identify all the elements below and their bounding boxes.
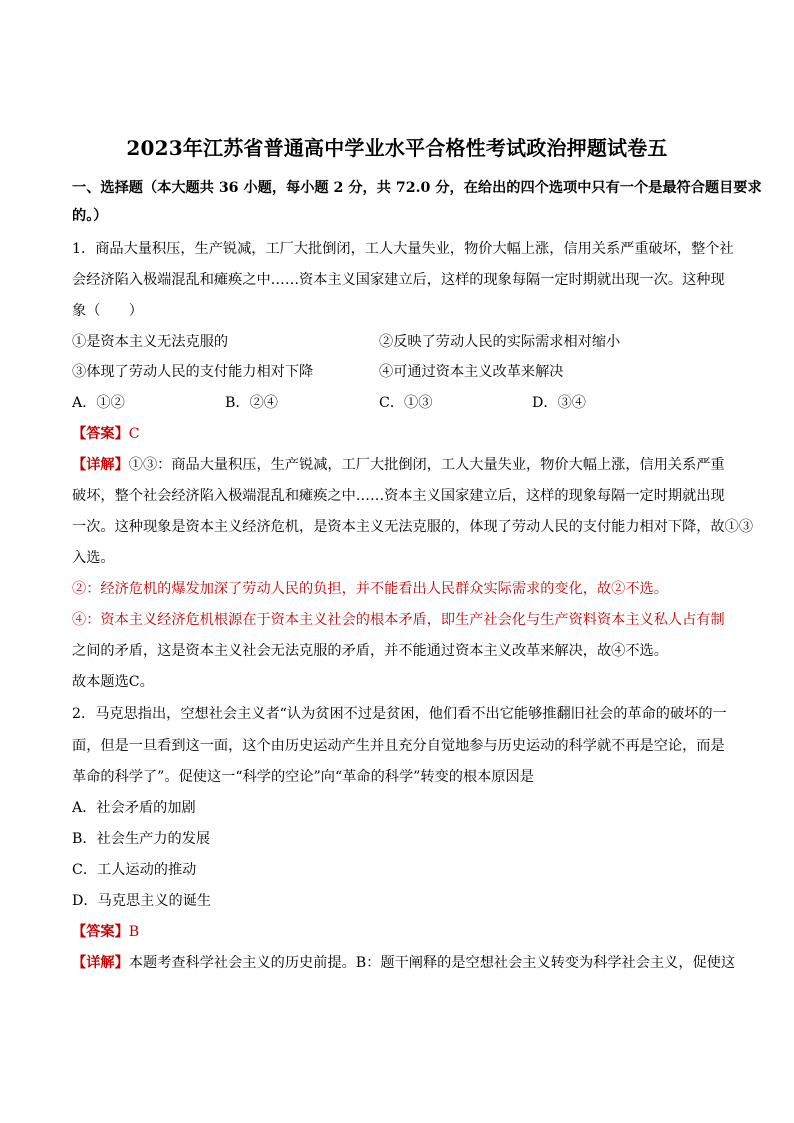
q1-answer: [72, 424, 724, 444]
q1-detail-text-1: ①③：商品大量积压，生产锐减，工厂大批倒闭，工人大量失业，物价大幅上涨，信用关系严重: [128, 457, 725, 473]
q2-option-b: B．社会生产力的发展: [72, 831, 211, 847]
q1-option-b: B．②④: [225, 395, 278, 411]
q1-detail-line-2: 破坏，整个社会经济陷入极端混乱和瘫痪之中……资本主义国家建立后，这样的现象每隔一定时期就出现: [72, 488, 725, 504]
q2-stem-line-3: 革命的科学了”。促使这一“科学的空论”向“革命的科学”转变的根本原因是: [72, 769, 534, 785]
q1-detail-line-3: 一次。这种现象是资本主义经济危机，是资本主义无法克服的，体现了劳动人民的支付能力相对下降，故①③: [72, 519, 754, 535]
q1-stem-line-1: 1．商品大量积压，生产锐减，工厂大批倒闭，工人大量失业，物价大幅上涨，信用关系严重破坏，整个社: [72, 241, 734, 257]
q1-red-line-1: ②：经济危机的爆发加深了劳动人民的负担，并不能看出人民群众实际需求的变化，故②不选。: [72, 581, 668, 597]
q2-option-d: D．马克思主义的诞生: [72, 893, 212, 909]
q1-stem-line-2: 会经济陷入极端混乱和瘫痪之中……资本主义国家建立后，这样的现象每隔一定时期就出现一次。这种现: [72, 272, 725, 288]
q1-option-d: D．③④: [532, 395, 586, 411]
page-title: 2023年江苏省普通高中学业水平合格性考试政治押题试卷五: [126, 136, 668, 160]
q2-detail-text: 本题考查科学社会主义的历史前提。B：题干阐释的是空想社会主义转变为科学社会主义，促使这: [128, 955, 736, 971]
q1-detail-line-1: [72, 455, 724, 475]
q2-stem-line-1: 2．马克思指出，空想社会主义者“认为贫困不过是贫困，他们看不出它能够推翻旧社会的革命的破坏的一: [72, 706, 727, 722]
q1-detail-end-1: 之间的矛盾，这是资本主义社会无法克服的矛盾，并不能通过资本主义改革来解决，故④不选。: [72, 643, 668, 659]
q2-stem-line-2: 面，但是一旦看到这一面，这个由历史运动产生并且充分自觉地参与历史运动的科学就不再是空论，而是: [72, 738, 725, 754]
q1-detail-line-4: 入选。: [72, 550, 115, 566]
q2-detail-label: 【详解】: [72, 955, 129, 971]
section-heading-line-1: 一、选择题（本大题共 36 小题，每小题 2 分，共 72.0 分，在给出的四个选项中只有一个是最符合题目要求: [72, 180, 762, 196]
q2-detail-line-1: [72, 953, 736, 973]
q2-answer: [72, 922, 724, 942]
q1-answer-value: C: [128, 426, 140, 442]
q2-option-c: C．工人运动的推动: [72, 862, 197, 878]
q1-red-line-2: ④：资本主义经济危机根源在于资本主义社会的根本矛盾，即生产社会化与生产资料资本主义私人占有制: [72, 612, 725, 628]
q1-statement-4: ④可通过资本主义改革来解决: [379, 364, 564, 380]
q1-detail-end-2: 故本题选C。: [72, 674, 154, 690]
q1-statement-1: ①是资本主义无法克服的: [72, 334, 229, 350]
q1-option-a: A．①②: [72, 395, 125, 411]
q1-answer-label: 【答案】: [72, 426, 129, 442]
q1-stem-line-3: 象（ ）: [72, 303, 143, 319]
q2-option-a: A．社会矛盾的加剧: [72, 800, 196, 816]
q2-answer-label: 【答案】: [72, 924, 129, 940]
q1-detail-label: 【详解】: [72, 457, 129, 473]
q1-option-c: C．①③: [379, 395, 433, 411]
section-heading-line-2: 的。）: [72, 208, 108, 224]
q1-statement-2: ②反映了劳动人民的实际需求相对缩小: [379, 334, 621, 350]
q1-statement-3: ③体现了劳动人民的支付能力相对下降: [72, 364, 314, 380]
q2-answer-value: B: [128, 924, 140, 940]
